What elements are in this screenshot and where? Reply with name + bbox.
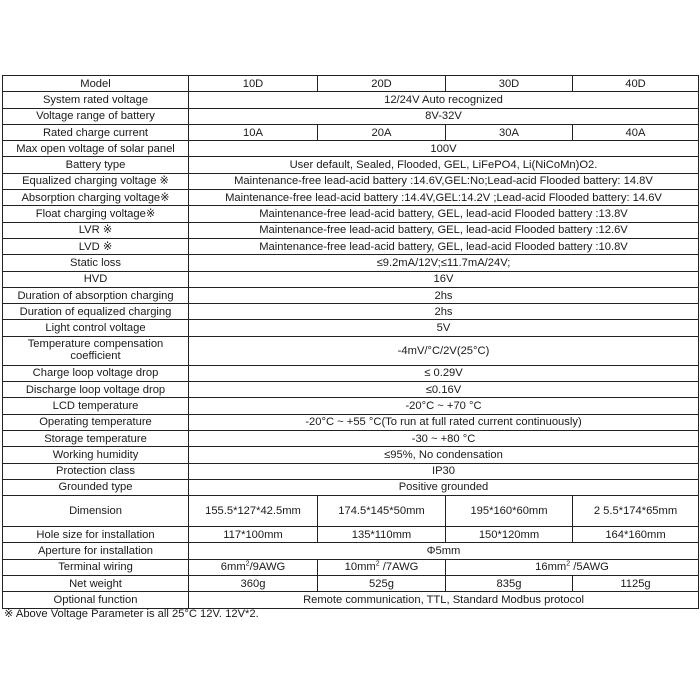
table-row [3, 287, 699, 303]
cell-value: 40A [573, 124, 699, 140]
table-row [3, 173, 699, 189]
table-row [3, 255, 699, 271]
footnote: ※ Above Voltage Parameter is all 25°C 12V. 12V*2. [4, 608, 259, 620]
header-label: Model [3, 76, 189, 92]
row-label: Protection class [3, 463, 189, 479]
cell-value: 30A [446, 124, 573, 140]
cell-value: 150*120mm [446, 527, 573, 543]
row-label: Float charging voltage※ [3, 206, 189, 222]
cell-value: 164*160mm [573, 527, 699, 543]
row-value: ≤9.2mA/12V;≤11.7mA/24V; [189, 255, 699, 271]
model-20d: 20D [318, 76, 446, 92]
row-label: Aperture for installation [3, 543, 189, 559]
cell-value: 360g [189, 576, 318, 592]
cell-value: $16mm^2$ /5AWG [446, 559, 699, 575]
table-row [3, 108, 699, 124]
row-label: LCD temperature [3, 398, 189, 414]
cell-value: 2 5.5*174*65mm [573, 496, 699, 527]
row-value: 8V-32V [189, 108, 699, 124]
row-label: LVR ※ [3, 222, 189, 238]
row-label: Charge loop voltage drop [3, 365, 189, 381]
row-value: 2hs [189, 287, 699, 303]
row-value: Positive grounded [189, 479, 699, 495]
table-row [3, 430, 699, 446]
row-label: Optional function [3, 592, 189, 608]
cell-value: 135*110mm [318, 527, 446, 543]
table-row [3, 447, 699, 463]
row-value: User default, Sealed, Flooded, GEL, LiFePO4, Li(NiCoMn)O2. [189, 157, 699, 173]
row-label: Battery type [3, 157, 189, 173]
row-label: Voltage range of battery [3, 108, 189, 124]
table-row [3, 543, 699, 559]
cell-value: 117*100mm [189, 527, 318, 543]
row-label: Duration of equalized charging [3, 304, 189, 320]
table-row [3, 320, 699, 336]
table-row [3, 527, 699, 543]
row-label: Operating temperature [3, 414, 189, 430]
row-value: -20°C ~ +55 °C(To run at full rated current continuously) [189, 414, 699, 430]
cell-value: 155.5*127*42.5mm [189, 496, 318, 527]
row-label: Equalized charging voltage ※ [3, 173, 189, 189]
row-value: Φ5mm [189, 543, 699, 559]
model-40d: 40D [573, 76, 699, 92]
row-value: 100V [189, 141, 699, 157]
table-row [3, 206, 699, 222]
cell-value: $6mm^2/9AWG$ [189, 559, 318, 575]
row-label: Static loss [3, 255, 189, 271]
row-label: Hole size for installation [3, 527, 189, 543]
cell-value: 174.5*145*50mm [318, 496, 446, 527]
cell-value: 525g [318, 576, 446, 592]
row-label: HVD [3, 271, 189, 287]
cell-value: 10A [189, 124, 318, 140]
table-row [3, 398, 699, 414]
row-value: ≤95%, No condensation [189, 447, 699, 463]
row-label: Terminal wiring [3, 559, 189, 575]
row-value: 16V [189, 271, 699, 287]
cell-value: 1125g [573, 576, 699, 592]
table-row [3, 479, 699, 495]
cell-value: $10mm^2$ /7AWG [318, 559, 446, 575]
row-label: Dimension [3, 496, 189, 527]
row-value: 5V [189, 320, 699, 336]
row-label: Absorption charging voltage※ [3, 190, 189, 206]
row-value: ≤0.16V [189, 382, 699, 398]
row-value: -4mV/°C/2V(25°C) [189, 336, 699, 365]
row-label: Max open voltage of solar panel [3, 141, 189, 157]
row-label: Light control voltage [3, 320, 189, 336]
table-row [3, 124, 699, 140]
table-row [3, 559, 699, 575]
row-value: ≤ 0.29V [189, 365, 699, 381]
row-value: Remote communication, TTL, Standard Modbus protocol [189, 592, 699, 608]
table-row [3, 365, 699, 381]
table-row [3, 271, 699, 287]
table-row [3, 76, 699, 92]
table-row [3, 92, 699, 108]
table-row [3, 576, 699, 592]
row-value: Maintenance-free lead-acid battery :14.6V,GEL:No;Lead-acid Flooded battery: 14.8V [189, 173, 699, 189]
table-row [3, 141, 699, 157]
cell-value: 20A [318, 124, 446, 140]
row-label: Net weight [3, 576, 189, 592]
table-row [3, 463, 699, 479]
row-label: Discharge loop voltage drop [3, 382, 189, 398]
row-value: Maintenance-free lead-acid battery, GEL, lead-acid Flooded battery :10.8V [189, 238, 699, 254]
row-value: IP30 [189, 463, 699, 479]
row-label: Rated charge current [3, 124, 189, 140]
table-row [3, 336, 699, 365]
row-value: Maintenance-free lead-acid battery :14.4V,GEL:14.2V ;Lead-acid Flooded battery: 14.6V [189, 190, 699, 206]
table-row [3, 304, 699, 320]
row-value: 12/24V Auto recognized [189, 92, 699, 108]
row-label: Working humidity [3, 447, 189, 463]
row-value: 2hs [189, 304, 699, 320]
table-row [3, 414, 699, 430]
row-label: Duration of absorption charging [3, 287, 189, 303]
table-row [3, 157, 699, 173]
table-row [3, 238, 699, 254]
model-30d: 30D [446, 76, 573, 92]
table-row [3, 222, 699, 238]
row-value: Maintenance-free lead-acid battery, GEL, lead-acid Flooded battery :13.8V [189, 206, 699, 222]
cell-value: 195*160*60mm [446, 496, 573, 527]
table-row [3, 496, 699, 527]
row-label: Storage temperature [3, 430, 189, 446]
table-row [3, 592, 699, 608]
table-row [3, 190, 699, 206]
row-value: -30 ~ +80 °C [189, 430, 699, 446]
row-value: Maintenance-free lead-acid battery, GEL, lead-acid Flooded battery :12.6V [189, 222, 699, 238]
row-label: Temperature compensation coefficient [3, 336, 189, 365]
row-label: Grounded type [3, 479, 189, 495]
model-10d: 10D [189, 76, 318, 92]
row-label: System rated voltage [3, 92, 189, 108]
table-row [3, 382, 699, 398]
cell-value: 835g [446, 576, 573, 592]
row-label: LVD ※ [3, 238, 189, 254]
spec-table [2, 75, 699, 609]
row-value: -20°C ~ +70 °C [189, 398, 699, 414]
